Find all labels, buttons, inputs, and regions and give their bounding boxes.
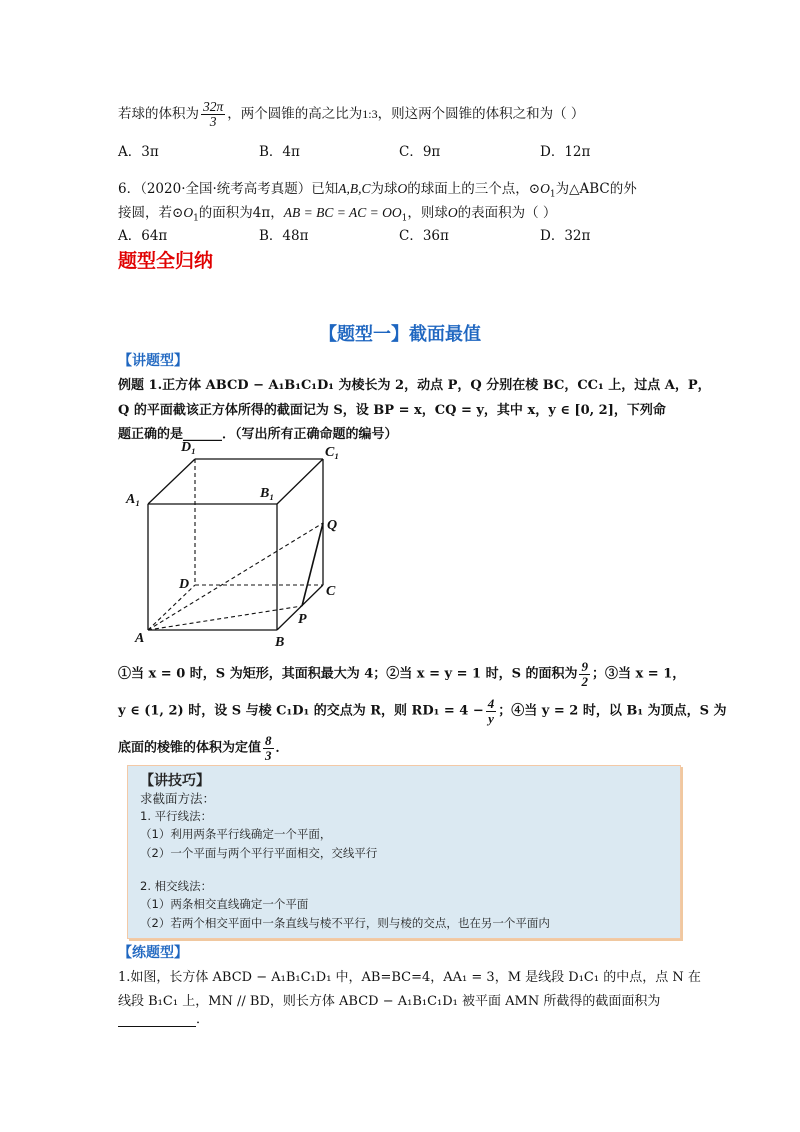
skills-line-4: 2. 相交线法： — [140, 879, 213, 893]
q6-option-a: A．64π — [118, 228, 168, 244]
segment-q-p — [302, 523, 323, 606]
q5-option-c: C．9π — [399, 144, 441, 160]
example1-line1: 例题 1.正方体 ABCD − A₁B₁C₁D₁ 为棱长为 2，动点 P，Q 分别在棱 BC，CC₁ 上，过点 A，P， — [118, 378, 711, 393]
skills-line-2: （1）利用两条平行线确定一个平面， — [140, 827, 332, 841]
q5-line: 若球的体积为 $\frac{32\pi}{3}$ ，两个圆锥的高之比为1:3，则这两个圆锥的体积之和为（ ） — [118, 99, 585, 130]
example1-line3: 题正确的是______．（写出所有正确命题的编号） — [118, 427, 398, 442]
edge-a1-d1 — [148, 459, 195, 504]
skills-line-5: （1）两条相交直线确定一个平面 — [140, 897, 309, 911]
q6-line2: 接圆，若$⊙O_1$的面积为4π，AB = BC = AC = $OO_1$，则球O的表面积为（ ） — [118, 205, 557, 224]
statements-line2: y ∈ (1, 2) 时，设 S 与棱 C₁D₁ 的交点为 R，则 RD₁ = 4 − $\frac{4}{y}$ ；④当 y = 2 时，以 B₁ 为顶点，S 为 — [118, 696, 727, 726]
answer-blank[interactable] — [118, 1012, 196, 1027]
lecture-tag: 【讲题型】 — [118, 353, 188, 369]
statements-line1: ①当 x = 0 时，S 为矩形，其面积最大为 4；②当 x = y = 1 时，S 的面积为 $\frac{9}{2}$ ；③当 x = 1， — [118, 659, 686, 689]
label-b: B — [275, 635, 285, 650]
label-b1: B₁ — [260, 486, 275, 501]
label-a: A — [135, 631, 145, 646]
label-c1: C₁ — [325, 445, 340, 460]
cube-figure — [115, 437, 355, 652]
q5-option-d: D．12π — [540, 144, 591, 160]
q5-option-a: A．3π — [118, 144, 159, 160]
skills-line-1: 1. 平行线法： — [140, 809, 213, 823]
practice-tag: 【练题型】 — [118, 945, 188, 961]
skills-line-3: （2）一个平面与两个平行平面相交，交线平行 — [140, 846, 378, 860]
practice1-line1: 1.如图，长方体 ABCD − A₁B₁C₁D₁ 中，AB=BC=4，AA₁ = 3，M 是线段 D₁C₁ 的中点，点 N 在 — [118, 970, 701, 985]
example1-line2: Q 的平面截该正方体所得的截面记为 S，设 BP = x，CQ = y，其中 x，y ∈ [0, 2]，下列命 — [118, 403, 666, 418]
practice1-line3: ． — [118, 1008, 209, 1027]
q5-fraction: $\frac{32\pi}{3}$ — [203, 99, 224, 130]
skills-line-6: （2）若两个相交平面中一条直线与棱不平行，则与棱的交点，也在另一个平面内 — [140, 916, 550, 930]
label-p: P — [298, 612, 307, 627]
practice1-line2: 线段 B₁C₁ 上，MN // BD，则长方体 ABCD − A₁B₁C₁D₁ 被平面 AMN 所截得的截面面积为 — [118, 994, 661, 1009]
statements-line3: 底面的棱锥的体积为定值 $\frac{8}{3}$ ． — [118, 733, 289, 763]
edge-c1-b1 — [277, 459, 323, 504]
label-a1: A₁ — [126, 492, 141, 507]
skills-tag: 【讲技巧】 — [140, 773, 210, 789]
skills-title: 求截面方法： — [140, 791, 216, 806]
summary-heading: 题型全归纳 — [118, 250, 214, 272]
skills-box — [127, 765, 681, 939]
label-q: Q — [327, 518, 338, 533]
label-d1: D₁ — [181, 440, 196, 455]
type1-heading: 【题型一】截面最值 — [319, 324, 481, 345]
label-c: C — [326, 584, 336, 599]
q5-option-b: B．4π — [259, 144, 300, 160]
segment-a-q — [148, 523, 323, 630]
q6-option-c: C．36π — [399, 228, 449, 244]
q6-line1: 6．（2020·全国·统考高考真题）已知A,B,C为球O的球面上的三个点，$⊙O_1$为△ABC的外 — [118, 181, 637, 200]
label-d: D — [179, 577, 190, 592]
segment-a-p — [148, 606, 302, 630]
q6-option-b: B．48π — [259, 228, 309, 244]
q6-option-d: D．32π — [540, 228, 591, 244]
